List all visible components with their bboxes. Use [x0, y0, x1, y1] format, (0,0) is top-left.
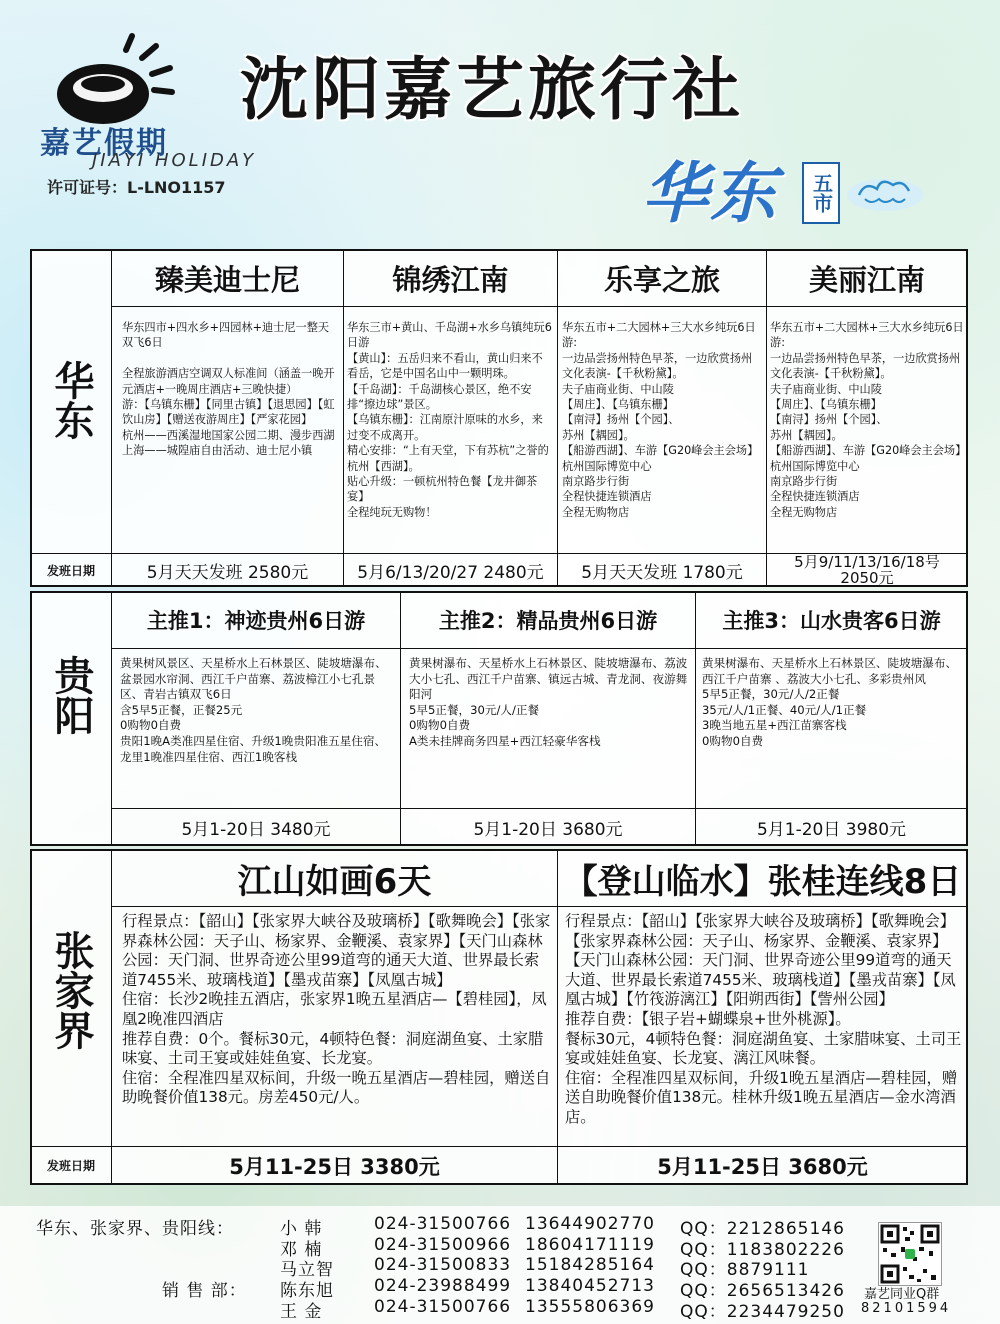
contact-mobile: 13840452713: [525, 1276, 655, 1296]
huadong-product-title: 乐享之旅: [603, 262, 720, 297]
huadong-product-price: 5月6/13/20/27 2480元: [357, 562, 544, 583]
contact-phone: 024-31500766: [374, 1214, 512, 1234]
huadong-product-title: 臻美迪士尼: [154, 262, 300, 297]
contact-qq: QQ：2234479250: [680, 1302, 845, 1322]
guiyang-product-desc: 黄果树风景区、天星桥水上石林景区、陡坡塘瀑布、盆景园水帘洞、西江千户苗寨、荔波樟江小七孔景区、青岩古镇双飞6日 含5早5正餐，正餐25元 0购物0自费 贵阳1晚A类准四星住宿、升级1晚贵阳准五星住宿、龙里1晚准四星住宿、西江1晚客栈: [120, 656, 387, 764]
guiyang-product-desc: 黄果树瀑布、天星桥水上石林景区、陡坡塘瀑布、荔波大小七孔、西江千户苗寨、镇远古城、青龙洞、夜游舞阳河 5早5正餐，30元/人/正餐 0购物0自费 A类未挂牌商务四星+西江轻豪华客栈: [409, 656, 688, 748]
huadong-product-price: 5月9/11/13/16/18号 2050元: [794, 553, 940, 587]
huadong-product-title: 锦绣江南: [392, 262, 509, 297]
contact-phone: 024-31500966: [374, 1235, 512, 1255]
zhangjiajie-product-title: 江山如画6天: [237, 861, 432, 902]
cloud-icon: [845, 165, 925, 215]
guiyang-product-price: 5月1-20日 3680元: [473, 819, 623, 840]
guiyang-product-price: 5月1-20日 3480元: [181, 819, 331, 840]
contact-phone: 024-31500833: [374, 1255, 512, 1275]
contact-name: 小 韩: [280, 1219, 323, 1239]
zhangjiajie-product-title: 【登山临水】张桂连线8日: [563, 861, 962, 902]
contact-mobile: 18604171119: [525, 1235, 655, 1255]
lines-label: 华东、张家界、贵阳线：: [36, 1219, 234, 1239]
sales-label: 销 售 部：: [162, 1281, 247, 1301]
guiyang-product-title: 主推2：精品贵州6日游: [438, 609, 658, 633]
contact-name: 马立智: [280, 1260, 334, 1280]
contact-mobile: 13555806369: [525, 1297, 655, 1317]
zhangjiajie-product-desc: 行程景点：【韶山】【张家界大峡谷及玻璃桥】【歌舞晚会】【张家界森林公园：天子山、杨家界、金鞭溪、袁家界】【天门山森林公园：天门洞、世界奇迹公里99道弯的通天大道、世界最长索道7455米、玻璃栈道】【墨戎苗寨】【凤凰古城】【竹筏游漓江】【阳朔西街】【訾州公园】 推荐自费：【银子岩+蝴蝶泉+世外桃源】。 餐标30元，4顿特色餐：洞庭湖鱼宴、土家腊味宴、土司王宴或娃娃鱼宴、长龙宴、漓江风味餐。 住宿：全程准四星双标间，升级1晚五星酒店—碧桂园，赠送自助晚餐价值138元。桂林升级1晚五星酒店—金水湾酒店。: [565, 912, 962, 1126]
contact-mobile: 15184285164: [525, 1255, 655, 1275]
qr-code-icon[interactable]: [878, 1222, 942, 1286]
brand-name: 嘉艺假期: [40, 126, 168, 161]
zhangjiajie-date-label: 发班日期: [46, 1159, 95, 1173]
huadong-product-price: 5月天天发班 2580元: [146, 562, 309, 583]
huadong-product-desc: 华东四市+四水乡+四园林+迪士尼一整天双飞6日 全程旅游酒店空调双人标准间（涵盖一晚开元酒店+一晚周庄酒店+三晚快捷） 游：【乌镇东栅】【同里古镇】【退思园】【虹饮山房】【赠送夜游周庄】【严家花园】 杭州——西溪湿地国家公园二期、漫步西湖 上海——城隍庙自由活动、迪士尼小镇: [122, 321, 335, 458]
guiyang-product-title: 主推1：神迹贵州6日游: [146, 609, 366, 633]
contact-phone: 024-31500766: [374, 1297, 512, 1317]
zhangjiajie-product-price: 5月11-25日 3380元: [229, 1154, 440, 1179]
guiyang-product-price: 5月1-20日 3980元: [756, 819, 907, 840]
huadong-product-desc: 华东三市+黄山、千岛湖+水乡乌镇纯玩6日游 【黄山】：五岳归来不看山，黄山归来不看岳，它是中国名山中一颗明珠。 【千岛湖】：千岛湖核心景区，绝不安排“擦边球”景区。 【乌镇东栅】：江南原汁原味的水乡，来过变不成离开。 精心安排：“上有天堂，下有苏杭”之誉的杭州【西湖】。 贴心升级：一顿杭州特色餐【龙井御茶宴】 全程纯玩无购物！: [347, 321, 552, 519]
region-tag-text: 五市: [809, 173, 834, 213]
guiyang-side-label: 贵阳: [48, 655, 94, 735]
huadong-product-price: 5月天天发班 1780元: [581, 562, 743, 583]
contact-name: 王 金: [280, 1302, 323, 1322]
contact-phone: 024-23988499: [374, 1276, 512, 1296]
qr-number: 82101594: [861, 1301, 952, 1316]
contact-qq: QQ：2212865146: [680, 1219, 845, 1239]
qr-label: 嘉艺同业Q群: [864, 1287, 940, 1302]
huadong-product-title: 美丽江南: [808, 262, 925, 297]
huadong-product-desc: 华东五市+二大园林+三大水乡纯玩6日游: 一边品尝扬州特色早茶，一边欣赏扬州文化表演-【千秋粉黛】。 夫子庙商业街、中山陵 【周庄】、【乌镇东栅】 【南浔】扬州【个园】、 苏州【耦园】。 【船游西湖】、车游【G20峰会主会场】杭州国际博览中心 南京路步行街 全程快捷连锁酒店 全程无购物店: [562, 321, 759, 519]
huadong-date-label: 发班日期: [46, 563, 95, 578]
zhangjiajie-product-price: 5月11-25日 3680元: [657, 1154, 868, 1179]
license-number: 许可证号：L-LNO1157: [47, 178, 226, 197]
contact-qq: QQ：2656513426: [680, 1281, 845, 1301]
contact-qq: QQ：8879111: [680, 1260, 810, 1280]
huadong-side-label: 华东: [48, 360, 94, 440]
zhangjiajie-product-desc: 行程景点：【韶山】【张家界大峡谷及玻璃桥】【歌舞晚会】【张家界森林公园：天子山、杨家界、金鞭溪、袁家界】【天门山森林公园：天门洞、世界奇迹公里99道弯的通天大道、世界最长索道7455米、玻璃栈道】【墨戎苗寨】【凤凰古城】 住宿：长沙2晚挂五酒店，张家界1晚五星酒店—【碧桂园】，凤凰2晚准四酒店 推荐自费：0个。餐标30元，4顿特色餐：洞庭湖鱼宴、土家腊味宴、土司王宴或娃娃鱼宴、长龙宴。 住宿：全程准四星双标间，升级一晚五星酒店—碧桂园，赠送自助晚餐价值138元。房差450元/人。: [122, 912, 551, 1107]
brand-name-en: JIAYI HOLIDAY: [92, 150, 257, 171]
guiyang-product-title: 主推3：山水贵客6日游: [722, 609, 941, 633]
page-title: 沈阳嘉艺旅行社: [240, 51, 745, 130]
huadong-product-desc: 华东五市+二大园林+三大水乡纯玩6日游: 一边品尝扬州特色早茶，一边欣赏扬州文化表演-【千秋粉黛】。 夫子庙商业街、中山陵 【周庄】、【乌镇东栅】 【南浔】扬州【个园】、 苏州【耦园】。 【船游西湖】、车游【G20峰会主会场】杭州国际博览中心 南京路步行街 全程快捷连锁酒店 全程无购物店: [770, 321, 964, 519]
contact-name: 邓 楠: [280, 1240, 323, 1260]
zhangjiajie-side-label: 张家界: [48, 930, 94, 1050]
contact-mobile: 13644902770: [525, 1214, 655, 1234]
contact-qq: QQ：1183802226: [680, 1240, 845, 1260]
contacts-panel: [0, 1206, 1000, 1324]
region-tag: [802, 162, 840, 224]
region-title: 华东: [642, 155, 778, 232]
guiyang-product-desc: 黄果树瀑布、天星桥水上石林景区、陡坡塘瀑布、西江千户苗寨 、荔波大小七孔、多彩贵州风 5早5正餐，30元/人/2正餐 35元/人/1正餐、40元/人/1正餐 3晚当地五星+西江苗寨客栈 0购物0自费: [702, 656, 958, 748]
contact-name: 陈东旭: [280, 1281, 334, 1301]
